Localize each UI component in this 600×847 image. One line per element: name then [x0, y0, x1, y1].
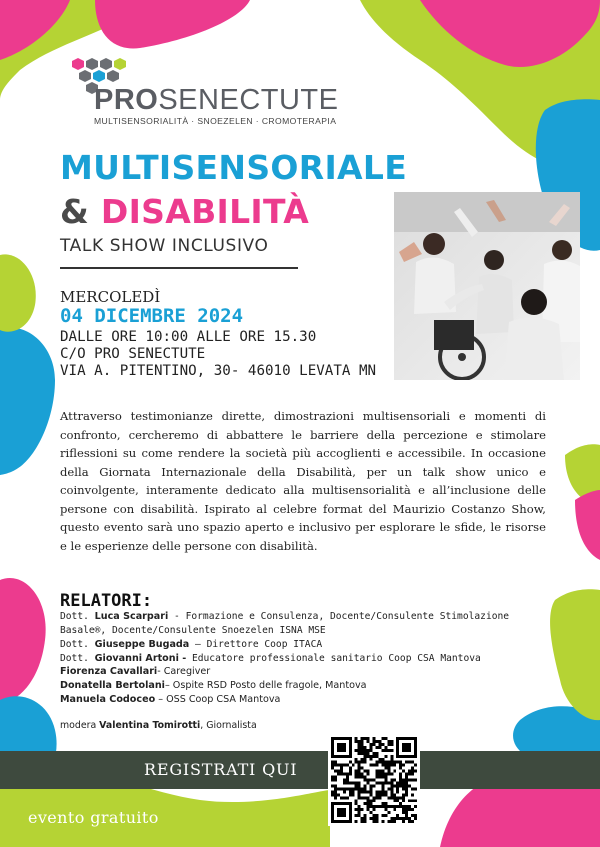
logo-wordmark: PROSENECTUTE	[94, 84, 339, 116]
speaker-item: Dott. Giuseppe Bugada – Direttore Coop ITACA	[60, 639, 323, 650]
headline-title: MULTISENSORIALE	[60, 148, 408, 187]
registration-bar	[0, 751, 600, 789]
event-time: DALLE ORE 10:00 ALLE ORE 15.30	[60, 329, 317, 345]
event-date: 04 DICEMBRE 2024	[60, 305, 244, 327]
speaker-item: Fiorenza Cavallari- Caregiver	[60, 666, 211, 677]
speaker-item: Dott. Giovanni Artoni - Educatore professionale sanitario Coop CSA Mantova	[60, 653, 481, 664]
speaker-item: Dott. Luca Scarpari - Formazione e Consulenza, Docente/Consulente Stimolazione	[60, 611, 510, 622]
register-link[interactable]: REGISTRATI QUI	[144, 760, 298, 779]
speaker-item: Basale®, Docente/Consulente Snoezelen ISNA MSE	[60, 625, 326, 636]
speaker-item: Donatella Bertolani– Ospite RSD Posto delle fragole, Mantova	[60, 680, 367, 691]
free-event-label: evento gratuito	[28, 808, 159, 827]
headline-subject: & DISABILITÀ	[60, 192, 310, 231]
event-photo	[394, 192, 580, 380]
event-venue: C/O PRO SENECTUTE	[60, 346, 206, 362]
event-format: TALK SHOW INCLUSIVO	[60, 236, 269, 256]
logo-tagline: MULTISENSORIALITÀ · SNOEZELEN · CROMOTERAPIA	[94, 116, 337, 126]
event-description: Attraverso testimonianze dirette, dimostrazioni multisensoriali e momenti di confronto, cercheremo di abbattere le barriere della percezione e stimolare riflessioni su come rendere la società più accoglienti e accessibile. In occasione della Giornata Internazionale della Disabilità, per un talk show unico e coinvolgente, interamente dedicato alla multisensorialità e all’inclusione delle persone con disabilità. Ispirato al celebre format del Maurizio Costanzo Show, questo evento sarà uno spazio aperto e inclusivo per esplorare le sfide, le risorse e le esperienze delle persone con disabilità.	[60, 409, 546, 553]
divider	[60, 267, 298, 269]
registration-qr-code[interactable]	[328, 734, 420, 826]
event-address: VIA A. PITENTINO, 30- 46010 LEVATA MN	[60, 363, 377, 379]
speakers-title: RELATORI:	[60, 591, 153, 611]
event-day: MERCOLEDÌ	[60, 288, 161, 306]
speaker-item: Manuela Codoceo – OSS Coop CSA Mantova	[60, 694, 281, 705]
qr-code-icon	[331, 737, 417, 823]
moderator: modera Valentina Tomirotti, Giornalista	[60, 720, 257, 731]
